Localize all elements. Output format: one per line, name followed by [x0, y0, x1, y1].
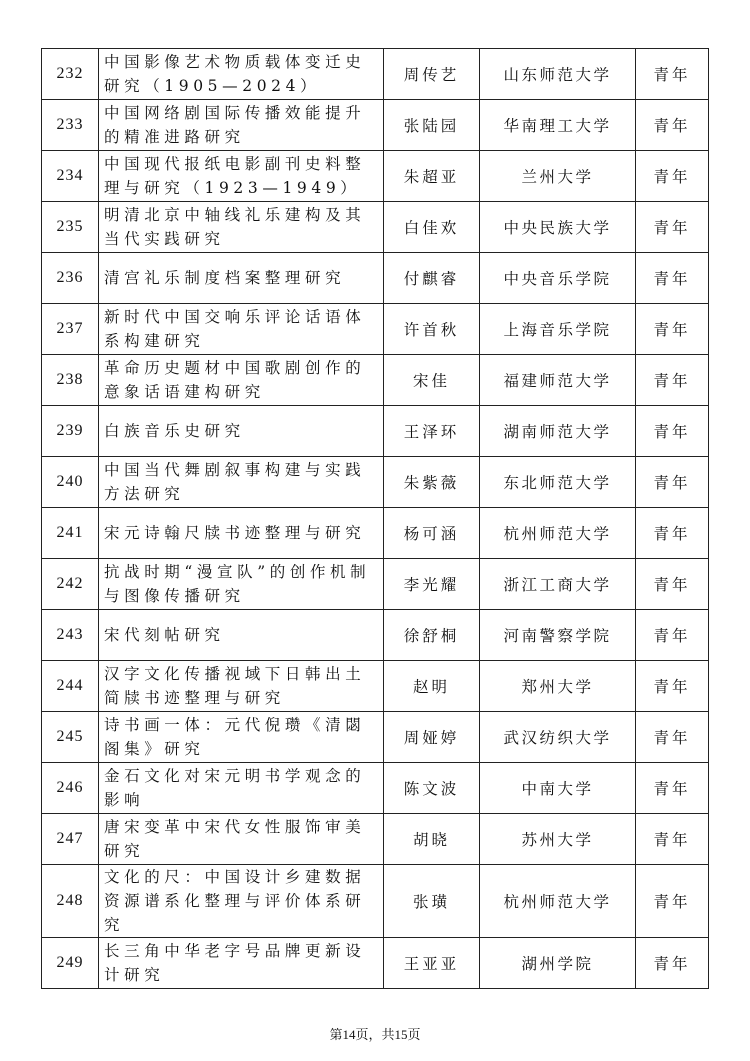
project-title: 诗书画一体：元代倪瓒《清閟阁集》研究	[99, 712, 384, 763]
table-row	[42, 406, 709, 457]
project-title: 明清北京中轴线礼乐建构及其当代实践研究	[99, 202, 384, 253]
project-type: 青年	[636, 763, 709, 814]
project-type: 青年	[636, 814, 709, 865]
institution: 杭州师范大学	[480, 508, 636, 559]
applicant-name: 陈文波	[384, 763, 480, 814]
institution: 杭州师范大学	[480, 865, 636, 938]
project-title: 清宫礼乐制度档案整理研究	[99, 253, 384, 304]
project-title: 中国影像艺术物质载体变迁史研究（1905—2024）	[99, 49, 384, 100]
project-type: 青年	[636, 938, 709, 989]
institution: 郑州大学	[480, 661, 636, 712]
project-type: 青年	[636, 100, 709, 151]
table-row	[42, 865, 709, 938]
project-type: 青年	[636, 610, 709, 661]
project-type: 青年	[636, 253, 709, 304]
project-type: 青年	[636, 865, 709, 938]
row-number: 248	[42, 865, 99, 938]
project-type: 青年	[636, 49, 709, 100]
project-type: 青年	[636, 559, 709, 610]
table-row	[42, 49, 709, 100]
row-number: 243	[42, 610, 99, 661]
row-number: 244	[42, 661, 99, 712]
project-title: 长三角中华老字号品牌更新设计研究	[99, 938, 384, 989]
row-number: 232	[42, 49, 99, 100]
applicant-name: 朱紫薇	[384, 457, 480, 508]
row-number: 235	[42, 202, 99, 253]
row-number: 246	[42, 763, 99, 814]
institution: 河南警察学院	[480, 610, 636, 661]
applicant-name: 付麒睿	[384, 253, 480, 304]
institution: 兰州大学	[480, 151, 636, 202]
applicant-name: 李光耀	[384, 559, 480, 610]
project-title: 中国网络剧国际传播效能提升的精准进路研究	[99, 100, 384, 151]
row-number: 237	[42, 304, 99, 355]
project-type: 青年	[636, 508, 709, 559]
project-type: 青年	[636, 304, 709, 355]
project-title: 中国当代舞剧叙事构建与实践方法研究	[99, 457, 384, 508]
project-title: 金石文化对宋元明书学观念的影响	[99, 763, 384, 814]
applicant-name: 宋佳	[384, 355, 480, 406]
project-title: 白族音乐史研究	[99, 406, 384, 457]
table-row	[42, 100, 709, 151]
project-type: 青年	[636, 457, 709, 508]
institution: 中央民族大学	[480, 202, 636, 253]
table-row	[42, 938, 709, 989]
project-type: 青年	[636, 151, 709, 202]
institution: 东北师范大学	[480, 457, 636, 508]
table-row	[42, 202, 709, 253]
row-number: 238	[42, 355, 99, 406]
table-row	[42, 814, 709, 865]
row-number: 247	[42, 814, 99, 865]
project-type: 青年	[636, 202, 709, 253]
table-row	[42, 559, 709, 610]
institution: 武汉纺织大学	[480, 712, 636, 763]
institution: 福建师范大学	[480, 355, 636, 406]
project-type: 青年	[636, 355, 709, 406]
table-row	[42, 457, 709, 508]
applicant-name: 周娅婷	[384, 712, 480, 763]
applicant-name: 杨可涵	[384, 508, 480, 559]
project-type: 青年	[636, 712, 709, 763]
applicant-name: 胡晓	[384, 814, 480, 865]
project-type: 青年	[636, 406, 709, 457]
table-row	[42, 304, 709, 355]
table-row	[42, 610, 709, 661]
project-title: 革命历史题材中国歌剧创作的意象话语建构研究	[99, 355, 384, 406]
row-number: 249	[42, 938, 99, 989]
applicant-name: 王亚亚	[384, 938, 480, 989]
applicant-name: 许首秋	[384, 304, 480, 355]
applicant-name: 朱超亚	[384, 151, 480, 202]
applicant-name: 张璜	[384, 865, 480, 938]
project-title: 抗战时期“漫宣队”的创作机制与图像传播研究	[99, 559, 384, 610]
applicant-name: 周传艺	[384, 49, 480, 100]
page-footer: 第14页，共15页	[329, 1027, 421, 1042]
row-number: 234	[42, 151, 99, 202]
institution: 华南理工大学	[480, 100, 636, 151]
project-title: 宋代刻帖研究	[99, 610, 384, 661]
applicant-name: 张陆园	[384, 100, 480, 151]
project-title: 唐宋变革中宋代女性服饰审美研究	[99, 814, 384, 865]
institution: 苏州大学	[480, 814, 636, 865]
institution: 湖南师范大学	[480, 406, 636, 457]
applicant-name: 赵明	[384, 661, 480, 712]
applicant-name: 徐舒桐	[384, 610, 480, 661]
table-row	[42, 508, 709, 559]
applicant-name: 白佳欢	[384, 202, 480, 253]
institution: 上海音乐学院	[480, 304, 636, 355]
project-type: 青年	[636, 661, 709, 712]
institution: 浙江工商大学	[480, 559, 636, 610]
row-number: 241	[42, 508, 99, 559]
table-row	[42, 712, 709, 763]
row-number: 233	[42, 100, 99, 151]
project-title: 文化的尺：中国设计乡建数据资源谱系化整理与评价体系研究	[99, 865, 384, 938]
project-title: 新时代中国交响乐评论话语体系构建研究	[99, 304, 384, 355]
table-row	[42, 151, 709, 202]
institution: 中南大学	[480, 763, 636, 814]
project-title: 宋元诗翰尺牍书迹整理与研究	[99, 508, 384, 559]
institution: 山东师范大学	[480, 49, 636, 100]
applicant-name: 王泽环	[384, 406, 480, 457]
row-number: 242	[42, 559, 99, 610]
row-number: 236	[42, 253, 99, 304]
row-number: 239	[42, 406, 99, 457]
project-title: 汉字文化传播视域下日韩出土简牍书迹整理与研究	[99, 661, 384, 712]
project-table	[41, 48, 709, 989]
table-row	[42, 253, 709, 304]
table-row	[42, 661, 709, 712]
row-number: 245	[42, 712, 99, 763]
table-row	[42, 355, 709, 406]
table-row	[42, 763, 709, 814]
project-title: 中国现代报纸电影副刊史料整理与研究（1923—1949）	[99, 151, 384, 202]
row-number: 240	[42, 457, 99, 508]
institution: 湖州学院	[480, 938, 636, 989]
institution: 中央音乐学院	[480, 253, 636, 304]
